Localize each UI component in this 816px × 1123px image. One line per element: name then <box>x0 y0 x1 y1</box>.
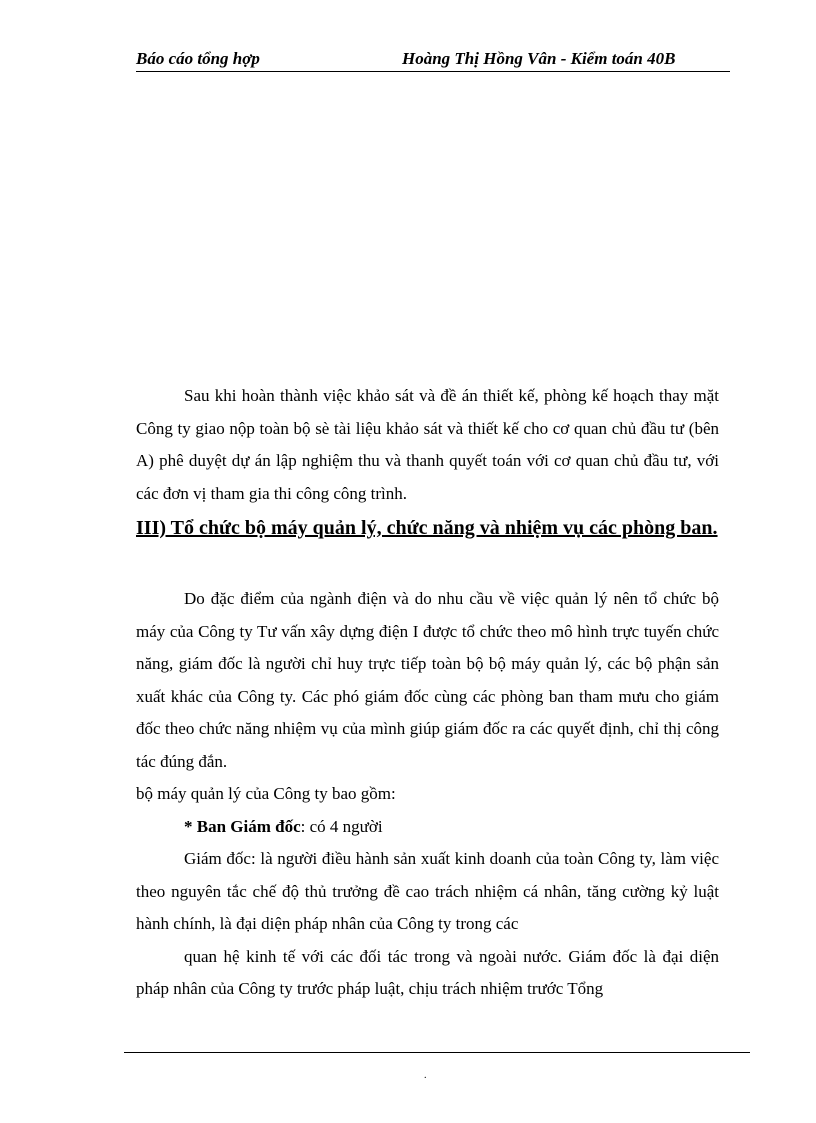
page-header <box>136 49 730 72</box>
main-body <box>136 583 719 1006</box>
paragraph-text: Sau khi hoàn thành việc khảo sát và đề án thiết kế, phòng kế hoạch thay mặt Công ty giao nộp toàn bộ sè tài liệu khảo sát và thiết kế cho cơ quan chủ đầu tư (bên A) phê duyệt dự án lập nghiệm thu và thanh quyết toán với cơ quan chủ đầu tư, với các đơn vị tham gia thi công công trình. <box>136 386 719 503</box>
footer-mark: . <box>424 1070 427 1081</box>
paragraph-survey-handover <box>136 380 719 510</box>
header-author: Hoàng Thị Hồng Vân - Kiểm toán 40B <box>402 49 676 68</box>
header-report-title: Báo cáo tổng hợp <box>136 49 260 68</box>
paragraph-director-legal: quan hệ kinh tế với các đối tác trong và ngoài nước. Giám đốc là đại diện pháp nhân của Công ty trước pháp luật, chịu trách nhiệm trước Tổng <box>136 946 719 998</box>
section-heading <box>136 510 723 547</box>
footer-rule <box>124 1052 750 1053</box>
paragraph-org-structure: Do đặc điểm của ngành điện và do nhu cầu về việc quản lý nên tổ chức bộ máy của Công ty Tư vấn xây dựng điện I được tổ chức theo mô hình trực tuyến chức năng, giám đốc là người chỉ huy trực tiếp toàn bộ bộ máy quản lý, các bộ phận sản xuất khác của Công ty. Các phó giám đốc cùng các phòng ban tham mưu cho giám đốc theo chức năng nhiệm vụ của mình giúp giám đốc ra các quyết định, chỉ thị công tác đúng đắn. <box>136 589 719 771</box>
org-intro-line: bộ máy quản lý của Công ty bao gồm: <box>136 784 396 803</box>
paragraph-director-role: Giám đốc: là người điều hành sản xuất kinh doanh của toàn Công ty, làm việc theo nguyên tắc chế độ thủ trưởng đề cao trách nhiệm cá nhân, tăng cường kỷ luật hành chính, là đại diện pháp nhân của Công ty trong các <box>136 849 719 933</box>
board-label: * Ban Giám đốc <box>184 816 301 836</box>
board-line <box>136 811 719 844</box>
board-count: : có 4 người <box>300 816 383 836</box>
section-heading-text: III) Tổ chức bộ máy quản lý, chức năng và nhiệm vụ các phòng ban. <box>136 517 718 539</box>
